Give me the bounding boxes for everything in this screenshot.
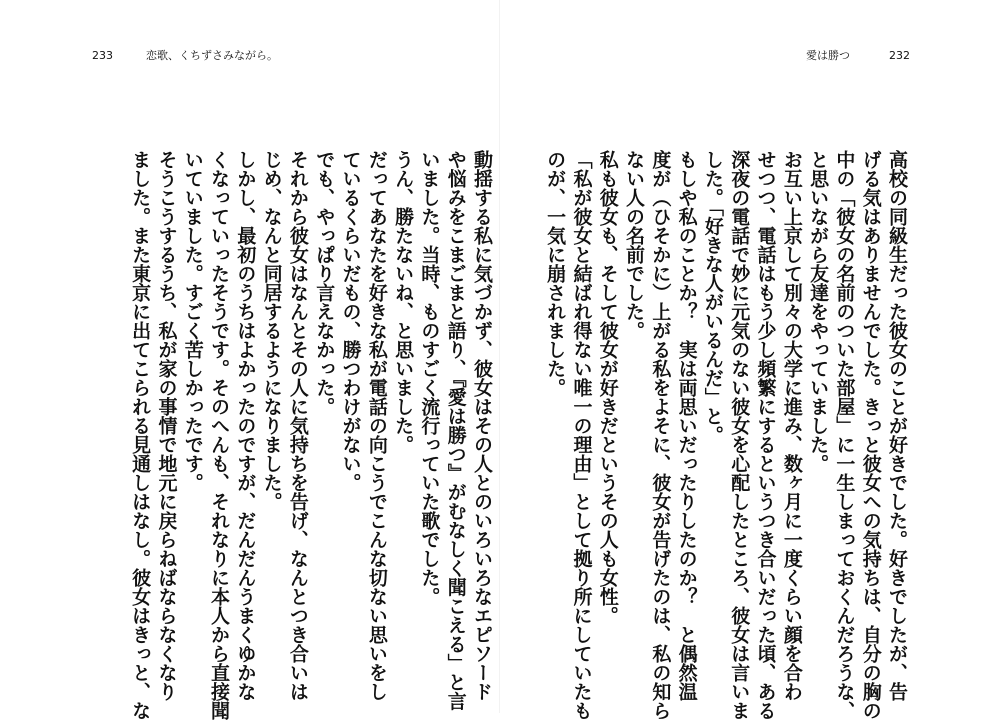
text-column: 私も彼女も、そして彼女が好きだというその人も女性。 [596, 150, 619, 625]
text-column: 中の「彼女の名前のついた部屋」に一生しまっておくんだろうな、 [833, 150, 856, 720]
text-column: だってあなたを好きな私が電話の向こうでこんな切ない思いをし [365, 150, 388, 701]
text-column: 深夜の電話で妙に元気のない彼女を心配したところ、彼女は言いま [728, 150, 751, 720]
text-column: 度が（ひそかに）上がる私をよそに、彼女が告げたのは、私の知ら [649, 150, 672, 720]
text-column: いていました。すごく苦しかったです。 [181, 150, 204, 492]
text-column: 動揺する私に気づかず、彼女はその人とのいろいろなエピソード [471, 150, 493, 701]
text-column: した。「好きな人がいるんだ」と。 [701, 150, 724, 445]
right-page-number: 232 [889, 49, 910, 62]
text-column: ない人の名前でした。 [623, 150, 646, 340]
text-column: うん、勝たないね、と思いました。 [392, 150, 415, 454]
text-column: ました。また東京に出てこられる見通しはなし。彼女はきっと、な [129, 150, 152, 720]
right-running-title: 愛は勝つ [806, 49, 850, 62]
text-column: げる気はありませんでした。きっと彼女への気持ちは、自分の胸の [859, 150, 882, 720]
text-column: と思いながら友達をやっていました。 [807, 150, 830, 473]
text-column: いました。当時、ものすごく流行っていた歌でした。 [418, 150, 441, 606]
text-column: や悩みをこまごまと語り、『愛は勝つ』がむなしく聞こえる」と言 [444, 150, 467, 711]
text-column: でも、やっぱり言えなかった。 [313, 150, 336, 416]
text-column: それから彼女はなんとその人に気持ちを告げ、なんとつき合いは [286, 150, 309, 701]
left-running-title: 恋歌、くちずさみながら。 [146, 49, 278, 62]
text-column: お互い上京して別々の大学に進み、数ヶ月に一度くらい顔を合わ [780, 150, 803, 701]
text-column: のが、一気に崩されました。 [544, 150, 567, 397]
text-column: せつつ、電話はもう少し頻繁にするというつき合いだった頃、ある [754, 150, 777, 720]
right-page-body [490, 150, 910, 720]
text-column: じめ、なんと同居するようになりました。 [260, 150, 283, 511]
text-column: 「私が彼女と結ばれ得ない唯一の理由」として拠り所にしていたも [570, 150, 593, 720]
text-column: 高校の同級生だった彼女のことが好きでした。好きでしたが、告 [886, 150, 908, 701]
text-column: しかし、最初のうちはよかったのですが、だんだんうまくゆかな [234, 150, 257, 701]
text-column: もしや私のことか？ 実は両思いだったりしたのか？ と偶然温 [675, 150, 698, 701]
text-column: ているくらいだもの、勝つわけがない。 [339, 150, 362, 492]
text-column: そうこうするうち、私が家の事情で地元に戻らねばならなくなり [155, 150, 178, 701]
left-page-body [75, 150, 495, 720]
text-column: くなっていったそうです。そのへんも、それなりに本人から直接聞 [208, 150, 231, 720]
left-page-number: 233 [92, 49, 113, 62]
